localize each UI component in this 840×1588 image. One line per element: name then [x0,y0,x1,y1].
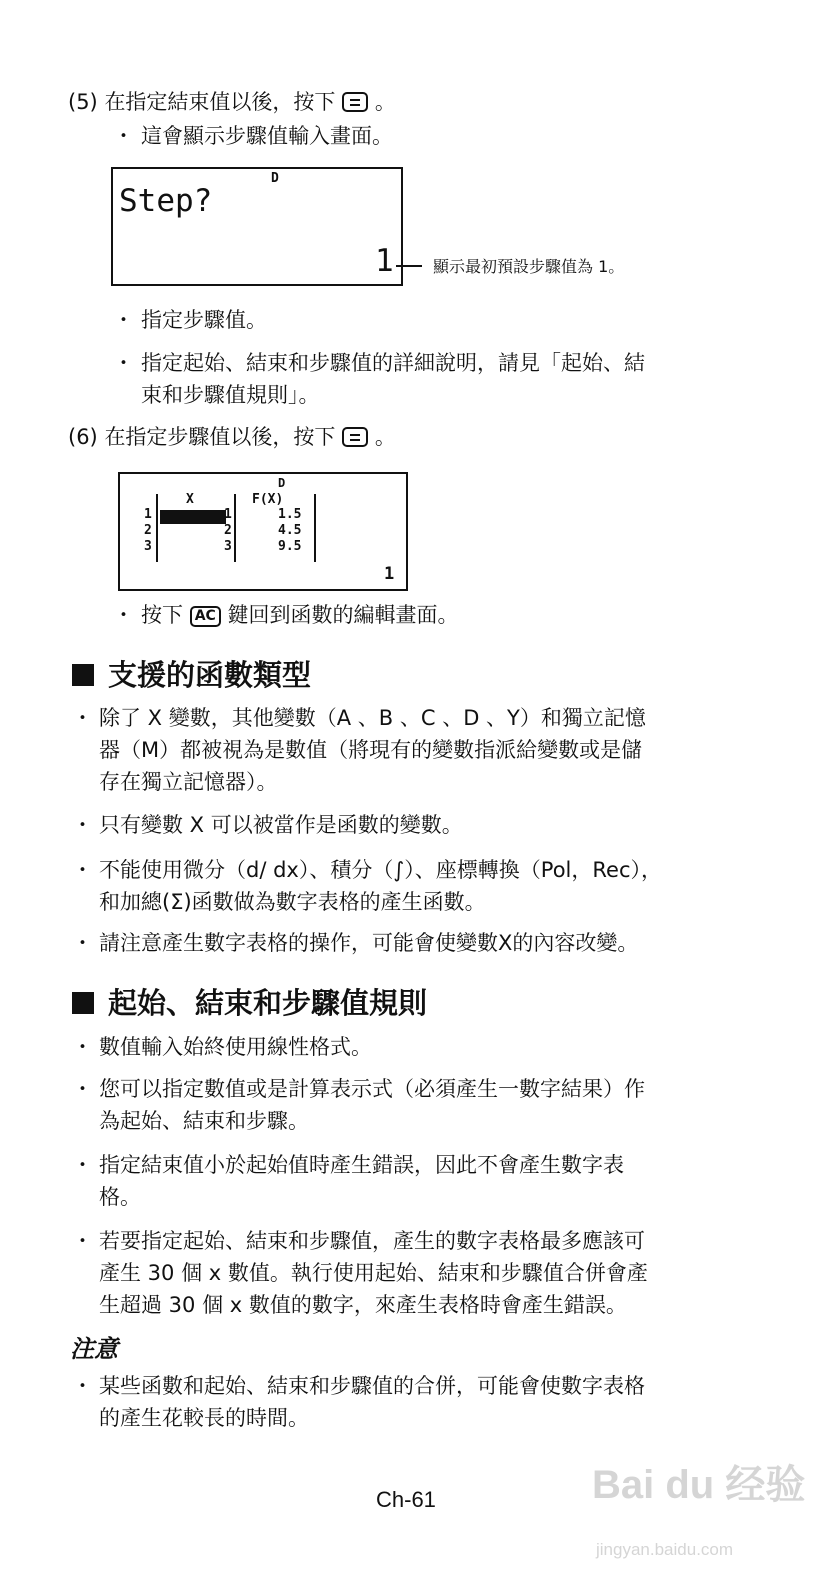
bullet-text: 指定步驟值。 [141,308,267,332]
column-header-fx: F(X) [252,492,284,507]
bullet-text: 這會顯示步驟值輸入畫面。 [141,124,393,148]
table-cell-fx: 1.5 [278,507,302,522]
list-item: ・ 某些函數和起始、結束和步驟值的合併，可能會使數字表格 的產生花較長的時間。 [72,1374,645,1430]
table-cell-fx: 4.5 [278,523,302,538]
watermark-url: jingyan.baidu.com [596,1540,734,1559]
square-bullet-icon [72,664,94,686]
table-row: 3 [144,539,152,554]
column-header-x: X [186,492,194,507]
screen-prompt: Step? [119,183,213,219]
bullet-text: 指定起始、結束和步驟值的詳細說明，請見「起始、結 束和步驟值規則」。 [141,351,645,407]
list-item: ・ 請注意產生數字表格的操作，可能會使變數X的內容改變。 [72,931,639,955]
selection-cursor [160,510,226,524]
calculator-screen-step [111,167,403,286]
list-item: ・ 除了 X 變數，其他變數（A 、B 、C 、D 、Y）和獨立記憶 器（M）都被視為是數值（將現有的變數指派給變數或是儲 存在獨立記憶器）。 [72,706,646,794]
section-heading: 支援的函數類型 [72,655,311,695]
bullet-item: ・ 按下 AC 鍵回到函數的編輯畫面。 [113,599,773,631]
table-cell-x: 1 [224,507,232,522]
step-text: 在指定結束值以後，按下 [104,90,336,114]
step-text: 在指定步驟值以後，按下 [104,425,336,449]
screen-value: 1 [384,564,395,584]
calculator-screen-table [118,472,408,591]
watermark-logo: Bai du 经验 [592,1463,806,1507]
step-text-end: 。 [374,425,396,449]
square-bullet-icon [72,992,94,1014]
bullet-item: ・ 指定步驟值。 [113,304,773,336]
step-6 [68,421,396,453]
list-item: ・ 數值輸入始終使用線性格式。 [72,1035,372,1059]
step-number: (5) [68,90,98,114]
table-cell-fx: 9.5 [278,539,302,554]
bullet-text: 按下 AC 鍵回到函數的編輯畫面。 [141,603,459,627]
ac-key-icon: AC [190,606,221,627]
degree-indicator: D [278,476,286,490]
page-number: Ch-61 [376,1487,436,1512]
degree-indicator: D [271,171,279,186]
step-5 [68,86,396,118]
list-item: ・ 只有變數 X 可以被當作是函數的變數。 [72,813,463,837]
step-number: (6) [68,425,98,449]
callout-line [396,265,422,267]
equals-key-icon [342,92,368,112]
note-title: 注意 [70,1335,118,1363]
table-cell-x: 3 [224,539,232,554]
list-item: ・ 指定結束值小於起始值時產生錯誤，因此不會產生數字表 格。 [72,1153,624,1209]
list-item: ・ 若要指定起始、結束和步驟值，產生的數字表格最多應該可 產生 30 個 x 數值。執行使用起始、結束和步驟值合併會產 生超過 30 個 x 數值的數字，來產生表格時會產生錯誤。 [72,1229,648,1317]
step-text-end: 。 [374,90,396,114]
list-item: ・ 不能使用微分（d/ dx）、積分（∫）、座標轉換（Pol，Rec）， 和加總(Σ)函數做為數字表格的產生函數。 [72,858,662,914]
section-heading: 起始、結束和步驟值規則 [72,983,427,1023]
screen-value: 1 [375,243,394,279]
bullet-item: ・ 指定起始、結束和步驟值的詳細說明，請見「起始、結 束和步驟值規則」。 [113,347,773,411]
callout-text: 顯示最初預設步驟值為 1。 [433,257,625,276]
table-cell-x: 2 [224,523,232,538]
list-item: ・ 您可以指定數值或是計算表示式（必須產生一數字結果）作 為起始、結束和步驟。 [72,1077,645,1133]
equals-key-icon [342,427,368,447]
table-row: 1 [144,507,152,522]
table-row: 2 [144,523,152,538]
